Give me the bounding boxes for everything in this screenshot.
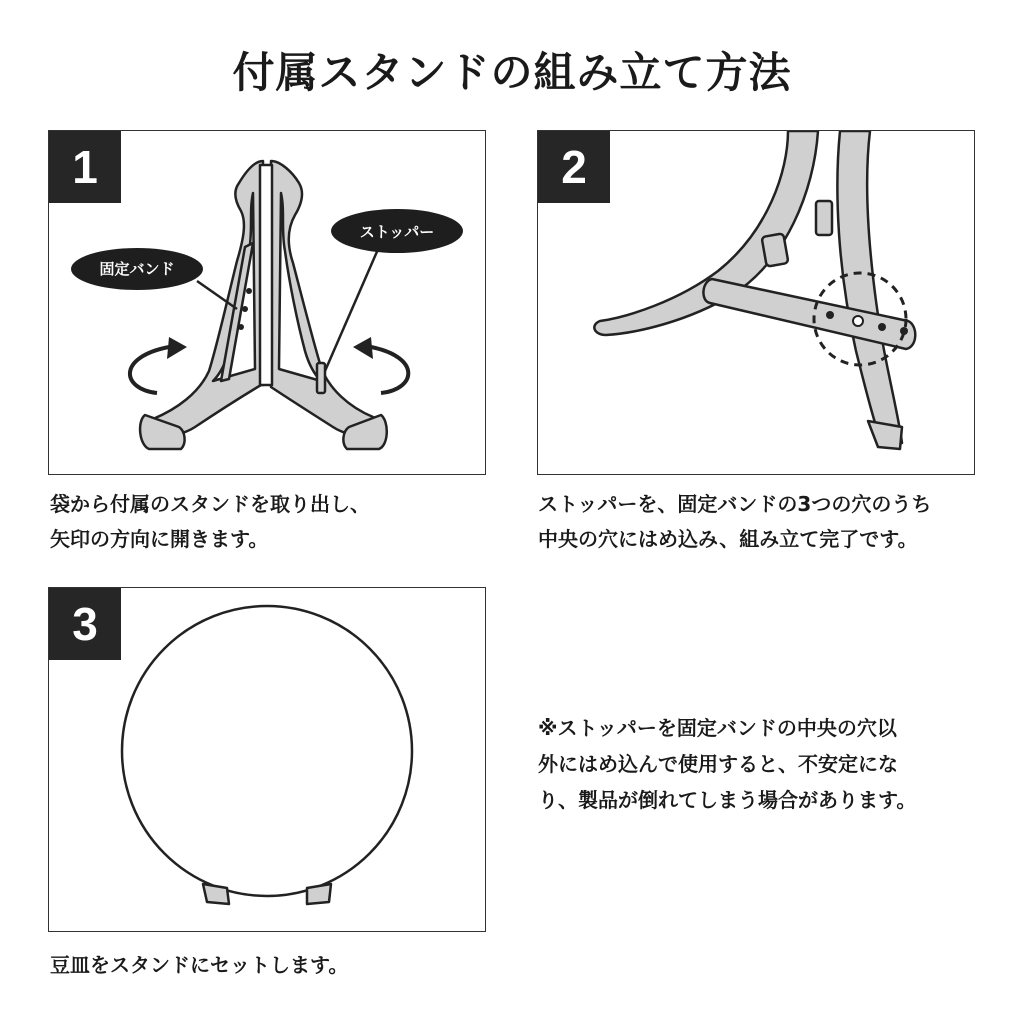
rotate-arrow-right-icon [371, 347, 408, 393]
note-line: り、製品が倒れてしまう場合があります。 [538, 788, 917, 812]
step-1-panel [48, 130, 486, 475]
caption-line: 矢印の方向に開きます。 [50, 527, 269, 551]
step-number: 2 [538, 131, 610, 203]
caption-line: 袋から付属のスタンドを取り出し、 [50, 492, 370, 516]
callout-stopper-label: ストッパー [359, 223, 435, 241]
step-2-caption [538, 487, 931, 557]
caption-line: 豆皿をスタンドにセットします。 [50, 953, 349, 977]
callout-band-label: 固定バンド [99, 260, 175, 278]
note-line: ※ストッパーを固定バンドの中央の穴以 [538, 716, 897, 740]
stopper [762, 233, 789, 266]
warning-note [538, 710, 916, 818]
caption-line: 中央の穴にはめ込み、組み立て完了です。 [538, 527, 918, 551]
stand-foot-left [203, 884, 229, 904]
mame-plate [122, 606, 412, 896]
note-line: 外にはめ込んで使用すると、不安定にな [538, 752, 898, 776]
step-number: 3 [49, 588, 121, 660]
caption-line: ストッパーを、固定バンドの3つの穴のうち [538, 492, 932, 516]
fixing-band [703, 279, 915, 349]
stopper [317, 363, 325, 393]
rotate-arrow-left-icon [130, 347, 169, 393]
step-1-caption [50, 487, 370, 557]
step-number: 1 [49, 131, 121, 203]
step-2-panel [537, 130, 975, 475]
stand-foot-right [307, 884, 331, 904]
step-3-panel [48, 587, 486, 932]
step-3-caption [50, 948, 348, 983]
page-title: 付属スタンドの組み立て方法 [232, 48, 792, 97]
